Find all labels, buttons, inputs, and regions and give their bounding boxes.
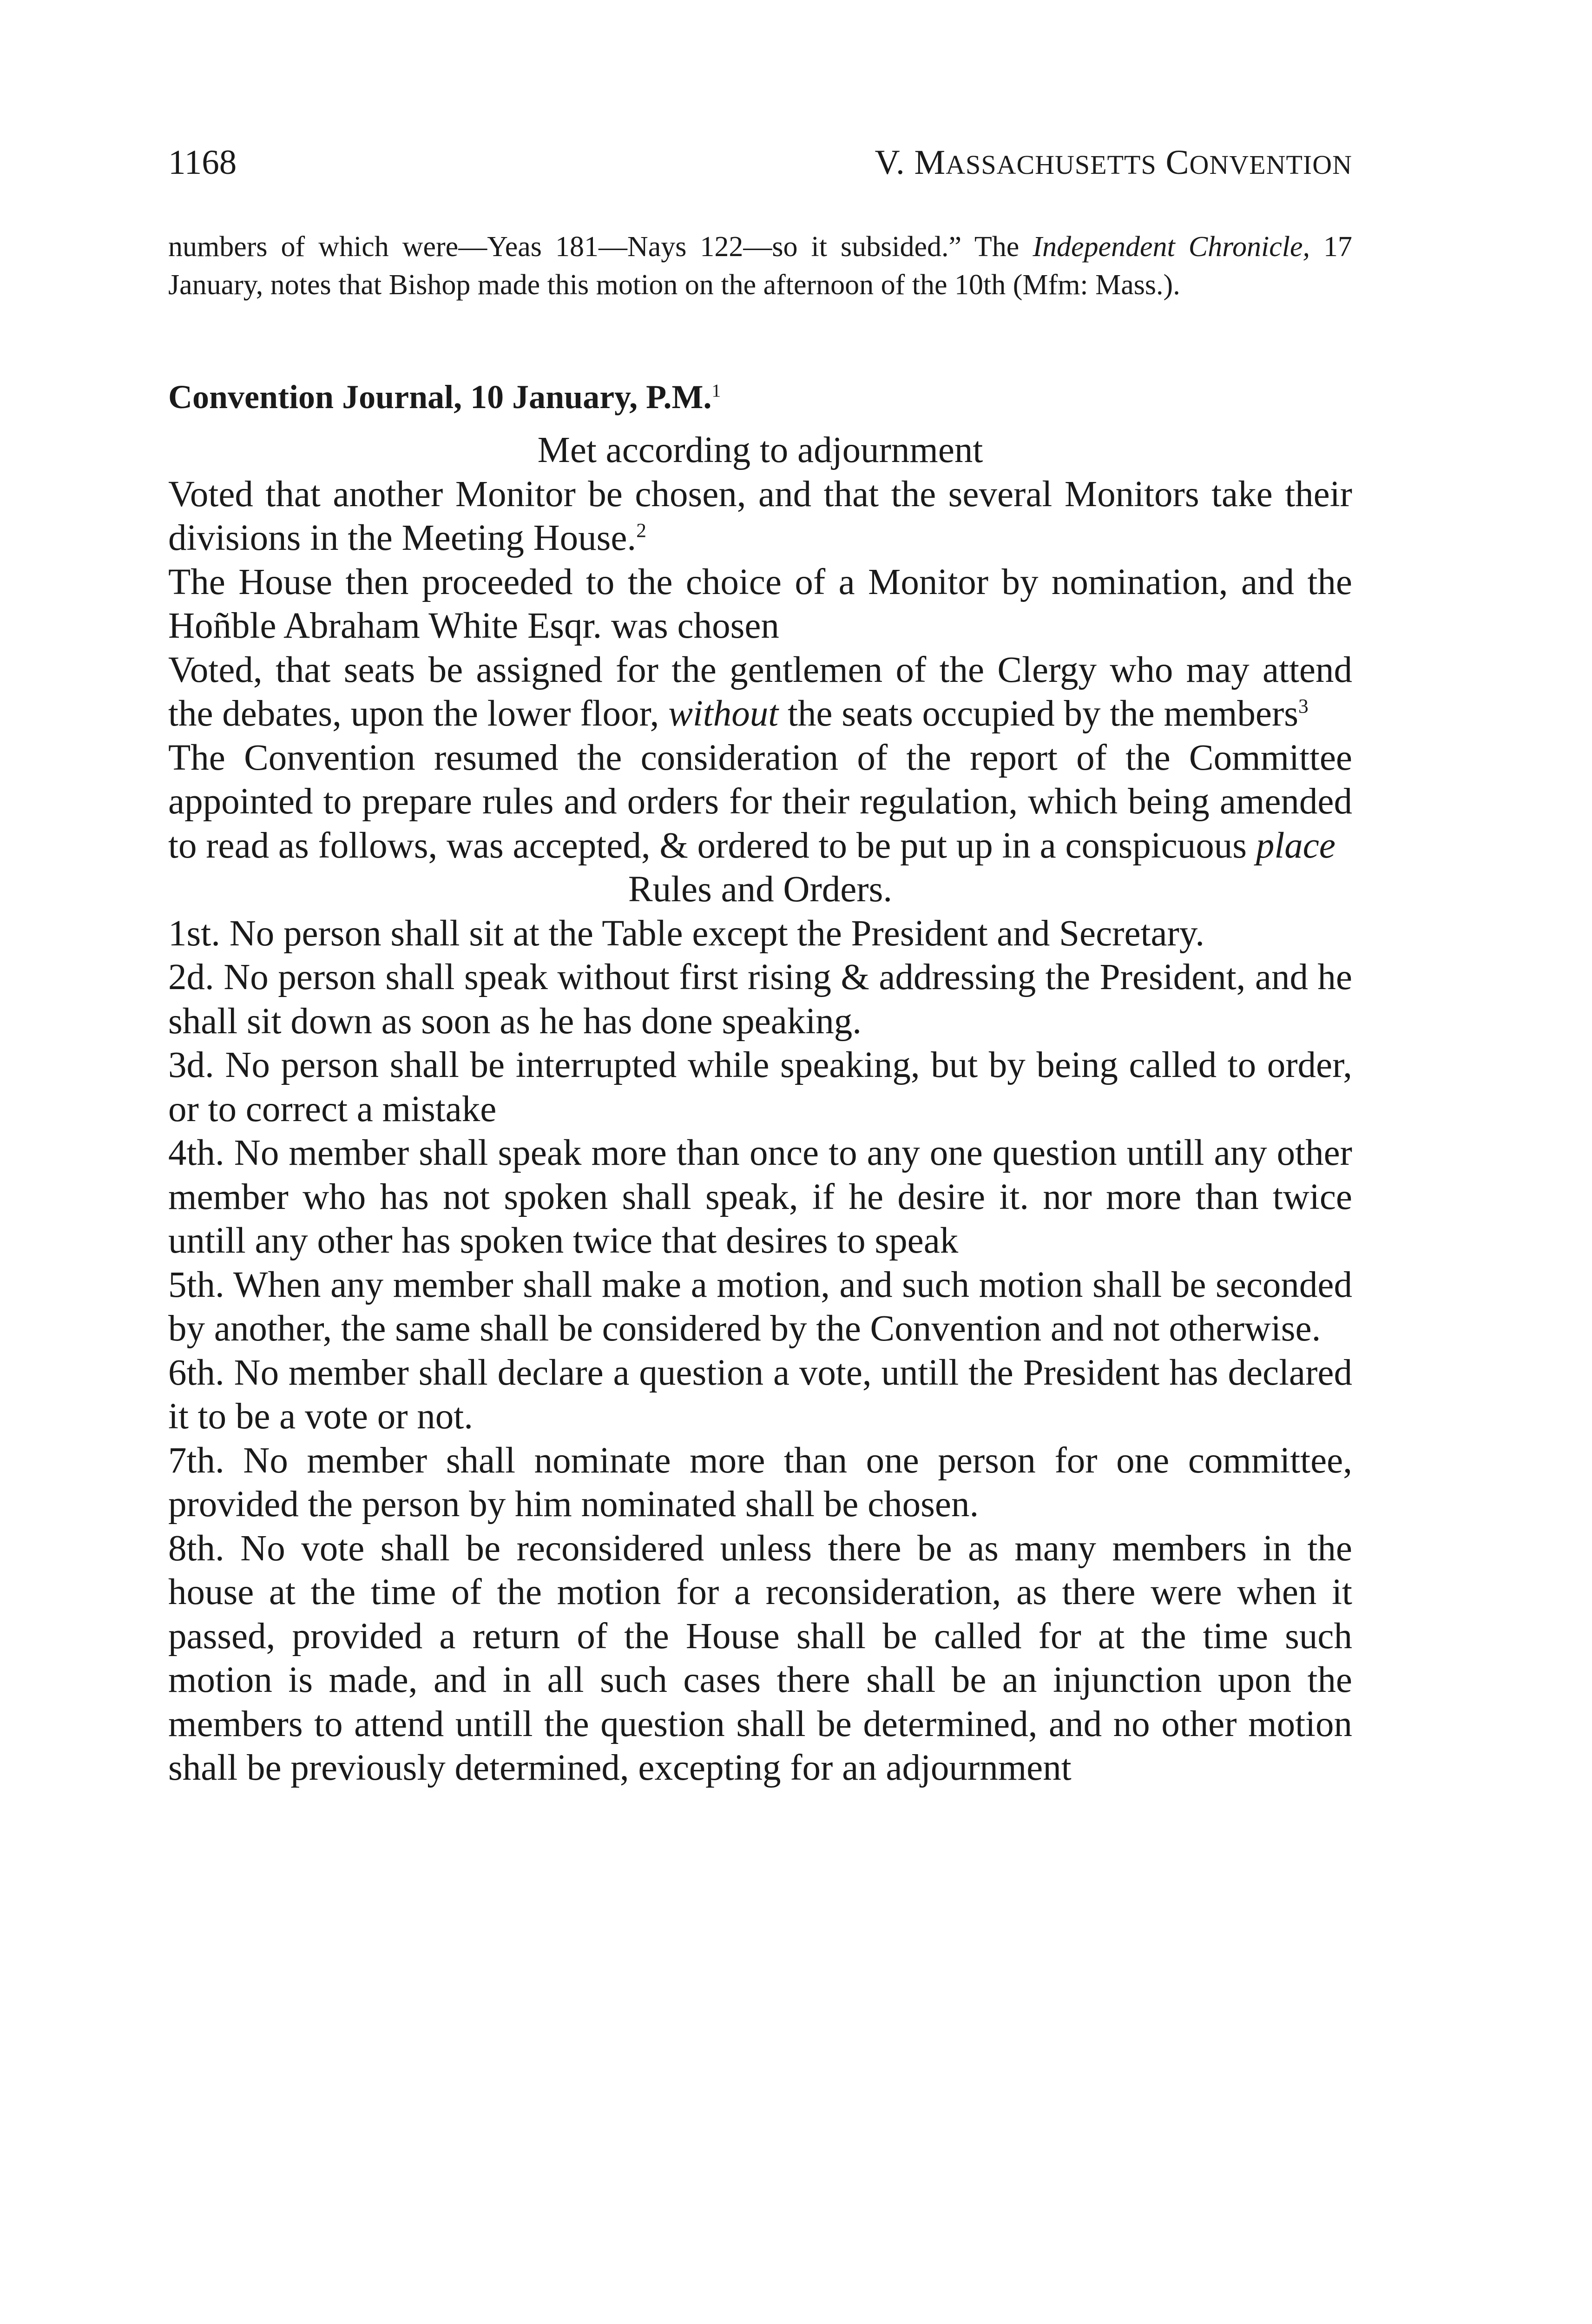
journal-paragraph: Voted that another Monitor be chosen, and that the several Monitors take their divisions in the Meeting House.$^2$: [168, 474, 1352, 558]
journal-paragraph: The House then proceeded to the choice of a Monitor by nomination, and the Hoñble Abraham White Esqr. was chosen: [168, 561, 1352, 646]
footnote-reference: 2: [636, 519, 646, 542]
section-heading: Convention Journal, 10 January, P.M.$^1$: [168, 378, 721, 416]
document-page: [168, 139, 1352, 1790]
journal-body: [168, 429, 1352, 1790]
rules-heading: Rules and Orders.: [628, 869, 893, 910]
rule-item: 7th. No member shall nominate more than one person for one committee, provided the person by him nominated shall be chosen.: [168, 1440, 1352, 1525]
rule-item: 5th. When any member shall make a motion, and such motion shall be seconded by another, the same shall be considered by the Convention and not otherwise.: [168, 1264, 1352, 1349]
rule-item: 2d. No person shall speak without first rising & addressing the President, and he shall sit down as soon as he has done speaking.: [168, 957, 1352, 1042]
rule-item: 8th. No vote shall be reconsidered unless there be as many members in the house at the time of the motion for a reconsideration, as there were when it passed, provided a return of the House shall be called for at the time such motion is made, and in all such cases there shall be an injunction upon the members to attend untill the question shall be determined, and no other motion shall be previously determined, excepting for an adjournment: [168, 1528, 1352, 1788]
rule-item: 1st. No person shall sit at the Table except the President and Secretary.: [168, 913, 1204, 954]
running-title: V. MASSACHUSETTS CONVENTION: [875, 143, 1352, 182]
continued-footnote: numbers of which were—Yeas 181—Nays 122—so it subsided.” The Independent Chronicle, 17 January, notes that Bishop made this motion on the afternoon of the 10th (Mfm: Mass.).: [168, 231, 1352, 301]
rule-item: 4th. No member shall speak more than once to any one question untill any other member who has not spoken shall speak, if he desire it. nor more than twice untill any other has spoken twice that desires to speak: [168, 1133, 1352, 1261]
rule-item: 6th. No member shall declare a question a vote, untill the President has declared it to be a vote or not.: [168, 1352, 1352, 1437]
journal-paragraph: Met according to adjournment: [537, 430, 983, 470]
footnote-reference: 1: [711, 380, 721, 401]
journal-paragraph: The Convention resumed the consideration of the report of the Committee appointed to prepare rules and orders for their regulation, which being amended to read as follows, was accepted, & ordered to be put up in a conspicuous place: [168, 737, 1352, 866]
journal-paragraph: Voted, that seats be assigned for the gentlemen of the Clergy who may attend the debates, upon the lower floor, without the seats occupied by the members$^3$: [168, 649, 1352, 734]
page-number: 1168: [168, 143, 237, 182]
footnote-reference: 3: [1298, 695, 1309, 718]
rule-item: 3d. No person shall be interrupted while speaking, but by being called to order, or to correct a mistake: [168, 1045, 1352, 1129]
running-head: [168, 139, 1352, 191]
